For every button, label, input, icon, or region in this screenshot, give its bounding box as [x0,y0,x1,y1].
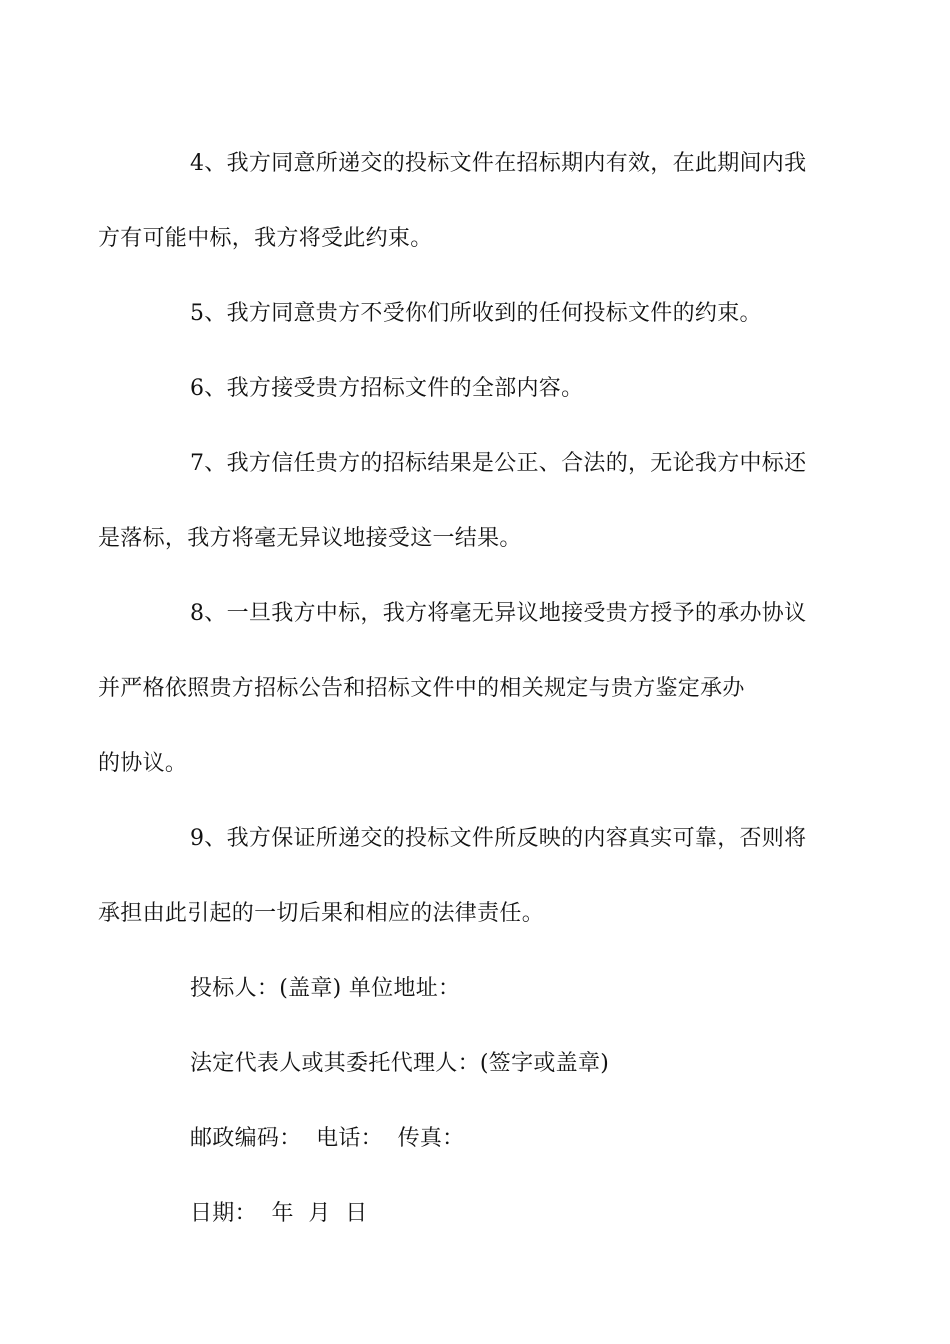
clause-9-line-1: 9、我方保证所递交的投标文件所反映的内容真实可靠，否则将 [190,826,807,851]
contact-info-line: 邮政编码： 电话： 传真： [190,1126,465,1151]
representative-signature-line: 法定代表人或其委托代理人：(签字或盖章) [190,1051,610,1076]
clause-5-line-1: 5、我方同意贵方不受你们所收到的任何投标文件的约束。 [190,301,762,326]
date-line: 日期： 年 月 日 [190,1201,368,1226]
clause-8-line-3: 的协议。 [98,751,188,776]
clause-5 [144,276,808,351]
clause-8-line-2: 并严格依照贵方招标公告和招标文件中的相关规定与贵方鉴定承办 [98,676,745,701]
clause-9-line-2: 承担由此引起的一切后果和相应的法律责任。 [98,901,545,926]
document-body [98,126,808,1251]
clause-7 [98,426,808,576]
clause-7-line-1: 7、我方信任贵方的招标结果是公正、合法的，无论我方中标还 [190,451,807,476]
clause-4-line-1: 4、我方同意所递交的投标文件在招标期内有效，在此期间内我 [190,151,807,176]
clause-8 [98,576,808,801]
clause-4-line-2: 方有可能中标，我方将受此约束。 [98,226,433,251]
bidder-seal-line: 投标人：(盖章) 单位地址： [190,976,461,1001]
clause-9 [98,801,808,951]
clause-4 [98,126,808,276]
clause-6 [144,351,808,426]
clause-8-line-1: 8、一旦我方中标，我方将毫无异议地接受贵方授予的承办协议 [190,601,807,626]
clause-7-line-2: 是落标，我方将毫无异议地接受这一结果。 [98,526,522,551]
clause-6-line-1: 6、我方接受贵方招标文件的全部内容。 [190,376,584,401]
